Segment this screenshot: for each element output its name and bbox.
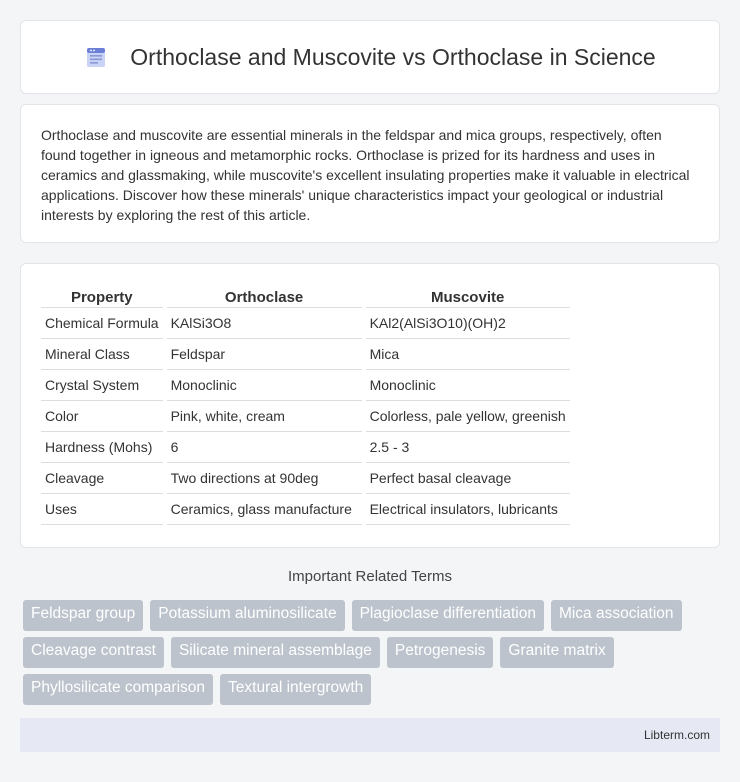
table-cell: Perfect basal cleavage [366, 463, 570, 494]
comparison-card [20, 263, 720, 548]
table-cell: Uses [41, 494, 163, 525]
table-row [41, 401, 570, 432]
column-header: Property [41, 286, 163, 308]
term-tag[interactable]: Petrogenesis [387, 637, 493, 668]
page-title: Orthoclase and Muscovite vs Orthoclase in Science [130, 43, 656, 70]
term-tag[interactable]: Textural intergrowth [220, 674, 371, 705]
table-cell: Cleavage [41, 463, 163, 494]
footer-site-link[interactable]: Libterm.com [643, 728, 710, 742]
term-tag[interactable]: Mica association [551, 600, 682, 631]
term-tag[interactable]: Silicate mineral assemblage [171, 637, 380, 668]
term-tag[interactable]: Phyllosilicate comparison [23, 674, 213, 705]
term-tag[interactable]: Cleavage contrast [23, 637, 164, 668]
table-cell: Colorless, pale yellow, greenish [366, 401, 570, 432]
table-cell: Electrical insulators, lubricants [366, 494, 570, 525]
table-cell: KAlSi3O8 [167, 308, 362, 339]
table-cell: Color [41, 401, 163, 432]
related-terms-list [23, 600, 723, 711]
term-tag[interactable]: Feldspar group [23, 600, 143, 631]
table-cell: Hardness (Mohs) [41, 432, 163, 463]
table-cell: Chemical Formula [41, 308, 163, 339]
table-cell: Monoclinic [167, 370, 362, 401]
table-cell: Two directions at 90deg [167, 463, 362, 494]
table-cell: KAl2(AlSi3O10)(OH)2 [366, 308, 570, 339]
table-row [41, 494, 570, 525]
table-cell: Crystal System [41, 370, 163, 401]
intro-text: Orthoclase and muscovite are essential minerals in the feldspar and mica groups, respectively, often found together in igneous and metamorphic rocks. Orthoclase is prized for its hardness and uses in ceramics and glassmaking, while muscovite's excellent insulating properties make it valuable in electrical applications. Discover how these minerals' unique characteristics impact your geological or industrial interests by exploring the rest of this article. [41, 127, 690, 223]
comparison-table [37, 286, 574, 525]
term-tag[interactable]: Plagioclase differentiation [352, 600, 544, 631]
table-cell: 2.5 - 3 [366, 432, 570, 463]
table-cell: 6 [167, 432, 362, 463]
term-tag[interactable]: Granite matrix [500, 637, 613, 668]
table-cell: Monoclinic [366, 370, 570, 401]
column-header: Muscovite [366, 286, 570, 308]
table-row [41, 370, 570, 401]
related-terms-title: Important Related Terms [288, 568, 452, 585]
table-row [41, 308, 570, 339]
table-row [41, 463, 570, 494]
intro-card [20, 104, 720, 243]
table-row [41, 432, 570, 463]
table-cell: Ceramics, glass manufacture [167, 494, 362, 525]
document-icon [84, 45, 108, 69]
table-cell: Feldspar [167, 339, 362, 370]
table-cell: Mineral Class [41, 339, 163, 370]
footer [20, 718, 720, 752]
table-cell: Pink, white, cream [167, 401, 362, 432]
header-card [20, 20, 720, 94]
table-header-row [41, 286, 570, 308]
column-header: Orthoclase [167, 286, 362, 308]
term-tag[interactable]: Potassium aluminosilicate [150, 600, 344, 631]
table-row [41, 339, 570, 370]
table-cell: Mica [366, 339, 570, 370]
